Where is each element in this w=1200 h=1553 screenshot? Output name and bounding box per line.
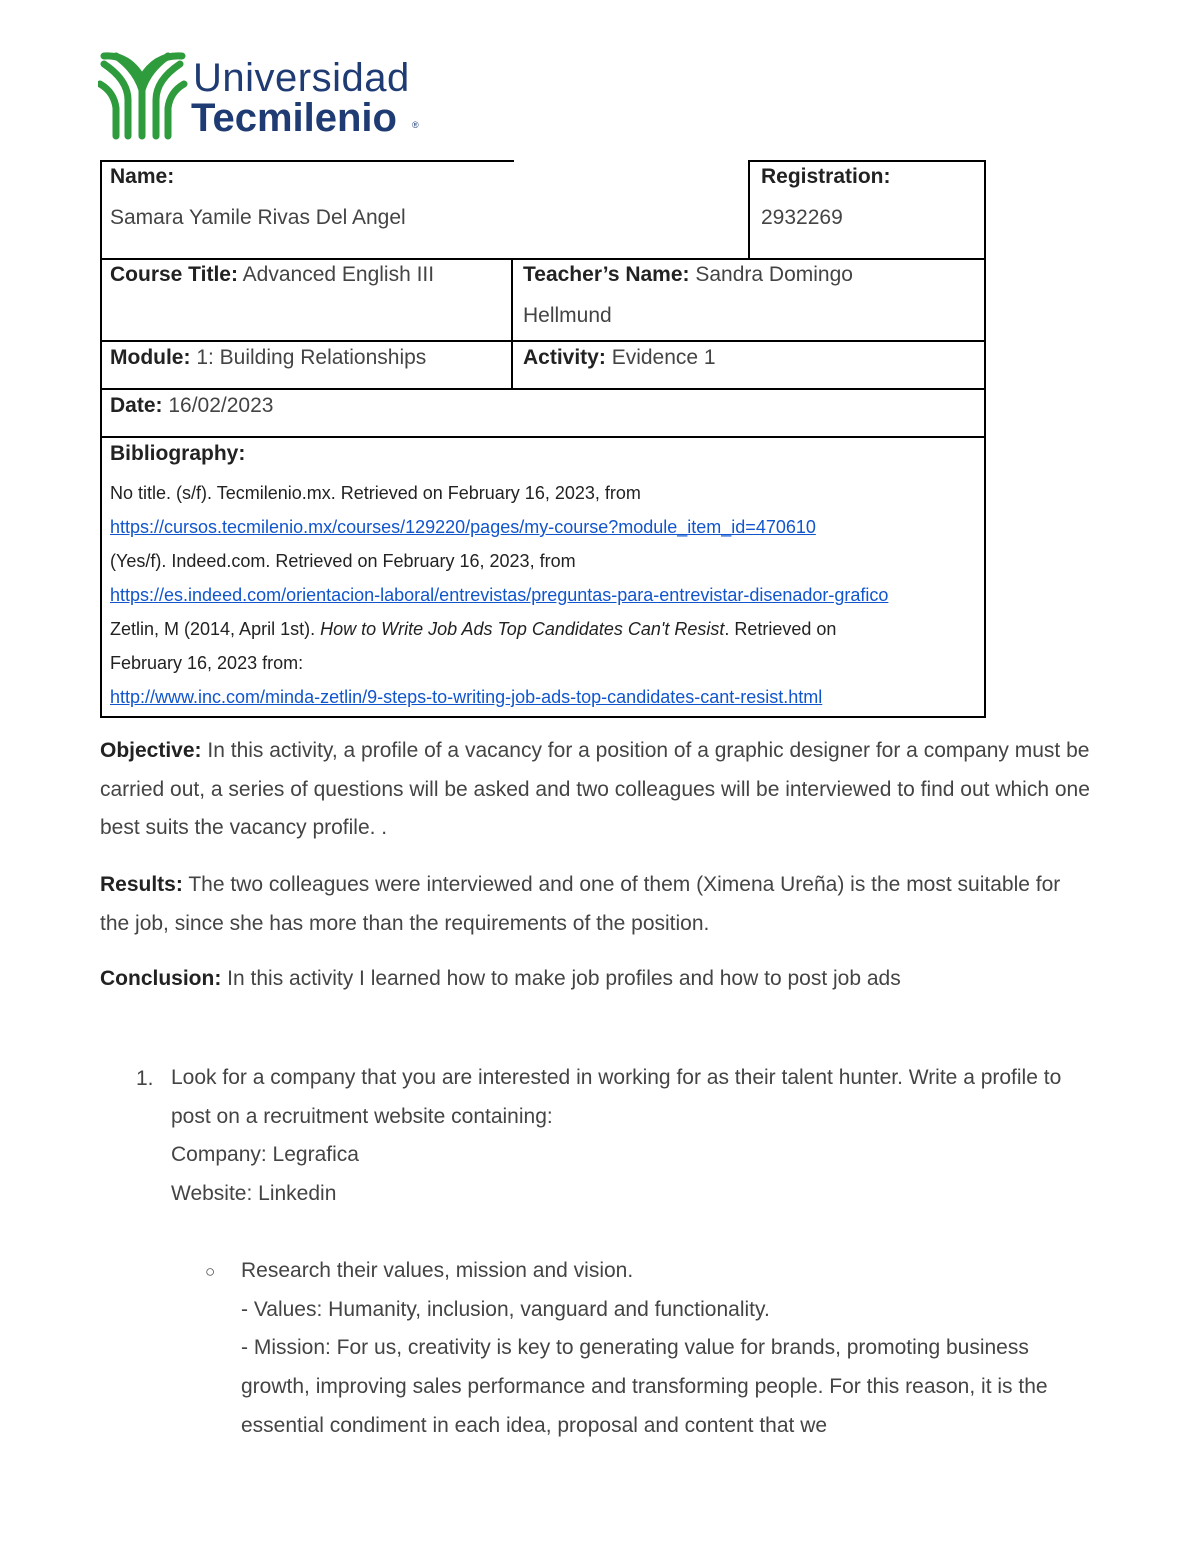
registration-label: Registration:: [761, 165, 891, 188]
module-cell: [101, 337, 511, 378]
subtask-heading: Research their values, mission and vision.: [241, 1259, 634, 1282]
teacher-label: Teacher’s Name:: [523, 263, 690, 286]
table-col-divider: [511, 258, 513, 389]
bib-ref-3: [110, 612, 888, 646]
course-value: Advanced English III: [237, 263, 435, 286]
date-cell: [101, 385, 981, 426]
subtask-mission: - Mission: For us, creativity is key to generating value for brands, promoting business growth, improving sales performance and transforming people. For this reason, it is the essential condiment in each idea, proposal and content that we: [241, 1336, 1048, 1437]
university-logo: [98, 50, 428, 142]
task1-company: Company: Legrafica: [171, 1143, 359, 1166]
results-paragraph: [100, 866, 1090, 943]
objective-label: Objective:: [100, 739, 202, 762]
activity-value: Evidence 1: [605, 346, 716, 369]
name-value: Samara Yamile Rivas Del Angel: [110, 206, 406, 229]
table-border-bottom: [100, 716, 986, 718]
list-number: 1.: [136, 1067, 154, 1090]
teacher-value: Sandra Domingo: [689, 263, 853, 286]
activity-cell: [514, 337, 984, 378]
bibliography-label: Bibliography:: [110, 442, 246, 465]
name-label: Name:: [110, 165, 175, 188]
bib-link-3[interactable]: http://www.inc.com/minda-zetlin/9-steps-to-writing-job-ads-top-candidates-cant-resist.html: [110, 687, 823, 707]
course-cell: [101, 254, 511, 295]
bib-link-1[interactable]: https://cursos.tecmilenio.mx/courses/129220/pages/my-course?module_item_id=470610: [110, 517, 816, 537]
tecmilenio-leaf-icon: [98, 50, 188, 140]
date-label: Date:: [110, 394, 163, 417]
module-value: 1: Building Relationships: [190, 346, 427, 369]
date-value: 16/02/2023: [162, 394, 274, 417]
registration-cell: [752, 156, 984, 238]
bib-ref-3-tail: . Retrieved on: [724, 619, 837, 639]
objective-text: In this activity, a profile of a vacancy for a position of a graphic designer for a company must be carried out, a series of questions will be asked and two colleagues will be interviewed to find out which one best suits the vacancy profile. .: [100, 739, 1090, 839]
conclusion-text: In this activity I learned how to make job profiles and how to post job ads: [221, 967, 901, 990]
task1-website: Website: Linkedin: [171, 1181, 337, 1205]
conclusion-paragraph: [100, 960, 1090, 999]
teacher-value-line2: Hellmund: [523, 304, 612, 327]
course-label: Course Title:: [110, 263, 238, 286]
task1-intro: Look for a company that you are interested in working for as their talent hunter. Write a profile to post on a recruitment website containing:: [171, 1066, 1062, 1128]
conclusion-label: Conclusion:: [100, 967, 222, 990]
logo-universidad-text: Universidad: [193, 56, 410, 100]
activity-label: Activity:: [523, 346, 606, 369]
table-col-divider: [748, 160, 750, 260]
registration-value: 2932269: [761, 206, 843, 229]
registered-mark: ®: [412, 120, 419, 130]
bib-ref-1: No title. (s/f). Tecmilenio.mx. Retrieved on February 16, 2023, from: [110, 483, 641, 503]
results-label: Results:: [100, 873, 183, 896]
logo-tecmilenio-text: Tecmilenio: [191, 96, 397, 140]
results-text: The two colleagues were interviewed and one of them (Ximena Ureña) is the most suitable for the job, since she has more than the requirements of the position.: [100, 873, 1061, 935]
bibliography-list: [110, 476, 888, 714]
module-label: Module:: [110, 346, 191, 369]
name-cell: [101, 156, 741, 238]
subtask-item: [241, 1252, 1091, 1446]
table-border-right: [984, 160, 986, 718]
objective-paragraph: [100, 732, 1090, 848]
bib-ref-2: (Yes/f). Indeed.com. Retrieved on February 16, 2023, from: [110, 551, 576, 571]
bibliography-cell: [101, 433, 981, 474]
bib-ref-3-title: How to Write Job Ads Top Candidates Can't Resist: [320, 619, 725, 639]
bib-ref-3-author: Zetlin, M (2014, April 1st).: [110, 619, 321, 639]
subtask-values: - Values: Humanity, inclusion, vanguard and functionality.: [241, 1297, 770, 1321]
teacher-cell: [514, 254, 984, 336]
circle-bullet-icon: ○: [205, 1262, 216, 1281]
bib-ref-3-line2: February 16, 2023 from:: [110, 653, 304, 673]
task1-item: [171, 1059, 1091, 1213]
bib-link-2[interactable]: https://es.indeed.com/orientacion-laboral/entrevistas/preguntas-para-entrevistar-disenador-grafico: [110, 585, 889, 605]
